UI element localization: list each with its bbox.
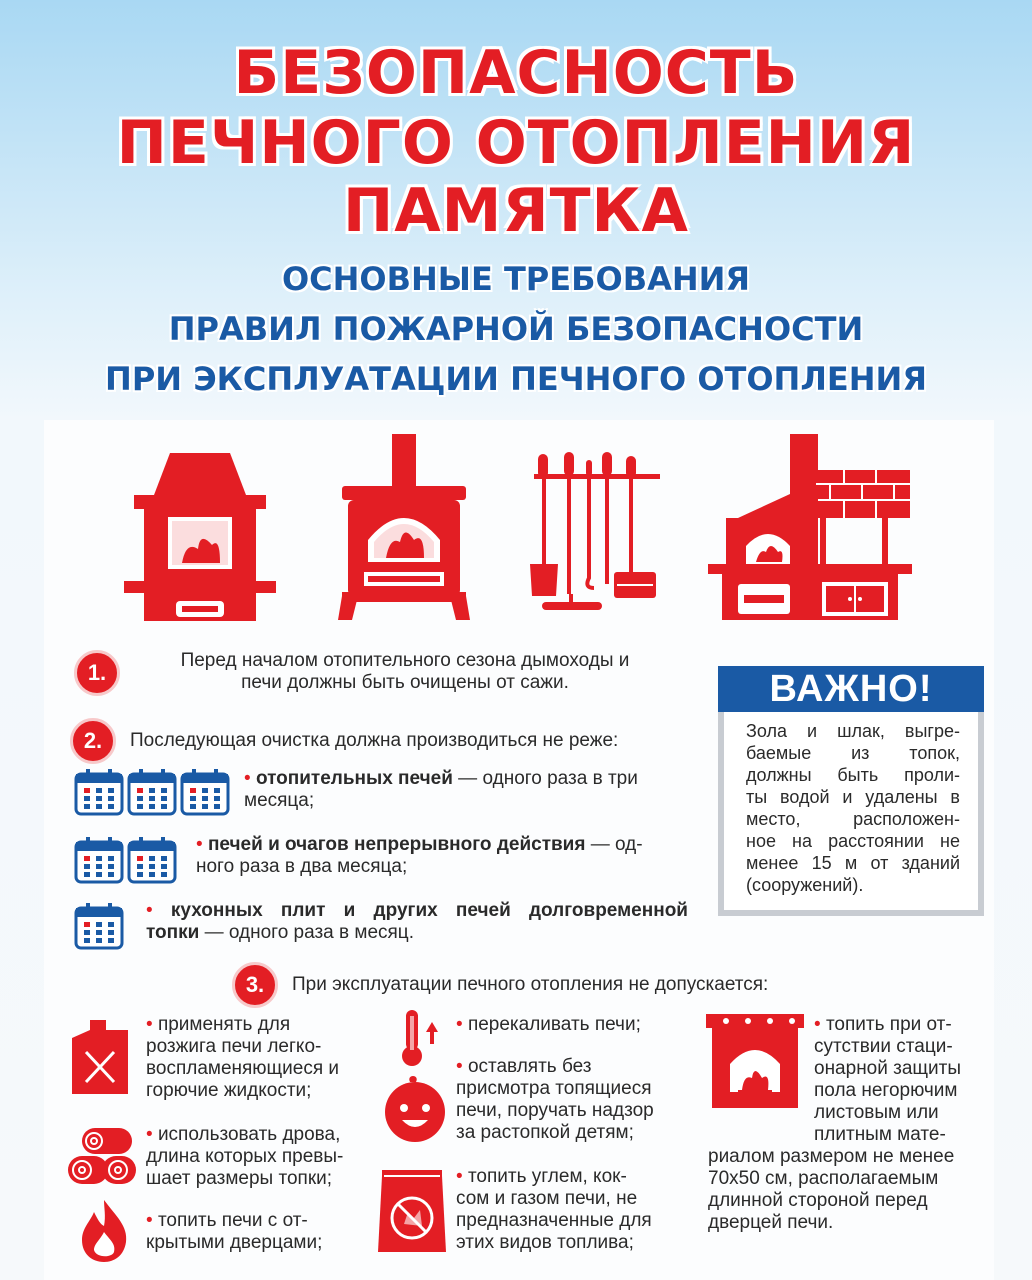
rule-2-item-1-rest: — одного раза в три	[452, 768, 638, 789]
rule-2-item-1-line-2: месяца;	[244, 790, 315, 811]
important-line: Зола и шлак, выгре-	[746, 721, 960, 741]
rule-3-item-d	[456, 1014, 696, 1036]
fireplace-tools-icon	[522, 448, 672, 624]
subtitle-line-3: ПРИ ЭКСПЛУАТАЦИИ ПЕЧНОГО ОТОПЛЕНИЯ	[105, 360, 927, 398]
bullet: •	[456, 1166, 463, 1187]
firewood-icon	[64, 1124, 140, 1190]
important-line: должны быть проли-	[746, 765, 960, 785]
bullet: •	[456, 1014, 463, 1035]
rule-3-item-e-line: оставлять без	[467, 1056, 592, 1077]
thermometer-icon	[398, 1008, 444, 1068]
rule-2-item-1	[244, 768, 694, 812]
rule-3-item-e-line: за растопкой детям;	[456, 1122, 634, 1143]
bullet: •	[146, 900, 153, 921]
rule-2-item-3-line-1: кухонных плит и других печей долговременной	[170, 900, 688, 921]
rule-2-item-3-bold: топки	[146, 922, 200, 943]
rule-1-line-2: печи должны быть очищены от сажи.	[241, 672, 569, 693]
rule-3-item-b-line: длина которых превы-	[146, 1146, 344, 1167]
rule-2-item-3	[146, 900, 688, 944]
rule-3-item-f-line: топить углем, кок-	[467, 1166, 627, 1187]
bullet: •	[456, 1056, 463, 1077]
rule-3-item-c-line: крытыми дверцами;	[146, 1232, 323, 1253]
rule-1-text	[120, 650, 690, 694]
subtitle-line-2: ПРАВИЛ ПОЖАРНОЙ БЕЗОПАСНОСТИ	[168, 310, 864, 348]
jerrycan-icon	[66, 1018, 136, 1098]
calendar-icon-group-3	[74, 768, 234, 818]
rule-3-item-e-line: присмотра топящиеся	[456, 1078, 652, 1099]
rule-3-item-c-line: топить печи с от-	[157, 1210, 308, 1231]
rule-1-line-1: Перед началом отопительного сезона дымоходы и	[180, 650, 630, 671]
bullet: •	[196, 834, 203, 855]
rule-3-item-a-line: воспламеняющиеся и	[146, 1058, 340, 1079]
bullet: •	[244, 768, 251, 789]
rule-3-item-f-line: этих видов топлива;	[456, 1232, 634, 1253]
rule-3-item-g-line: пола негорючим	[814, 1080, 958, 1101]
calendar-icon-group-2	[74, 836, 184, 886]
important-line: ты водой и удалены в	[746, 787, 960, 807]
rule-2-item-2-rest: — од-	[585, 834, 643, 855]
rule-3-item-g-line: 70х50 см, располагаемым	[708, 1168, 939, 1189]
rule-3-item-g-line: плитным мате-	[814, 1124, 946, 1145]
rule-2-item-2-bold: печей и очагов непрерывного действия	[207, 834, 586, 855]
rule-3-item-g	[706, 1014, 974, 1234]
rule-3-item-b-line: использовать дрова,	[157, 1124, 341, 1145]
subtitle-line-1: ОСНОВНЫЕ ТРЕБОВАНИЯ	[281, 260, 751, 298]
child-face-icon	[380, 1074, 450, 1146]
rule-3-item-g-line: сутствии стаци-	[814, 1036, 953, 1057]
bullet: •	[814, 1014, 821, 1035]
rule-3-item-c	[146, 1210, 366, 1254]
rule-3-item-e	[456, 1056, 696, 1144]
bullet: •	[146, 1014, 153, 1035]
rule-1-number: 1.	[74, 650, 120, 696]
rule-3-item-g-line: риалом размером не менее	[708, 1146, 955, 1167]
important-line: (сооружений).	[746, 875, 864, 895]
rule-3-item-a-line: применять для	[157, 1014, 291, 1035]
rule-3-item-b	[146, 1124, 366, 1190]
page-title-line-3: ПАМЯТКА	[343, 176, 689, 246]
rule-3-item-g-line: листовым или	[814, 1102, 939, 1123]
important-line: баемые из топок,	[746, 743, 960, 763]
rule-3-item-d-line: перекаливать печи;	[467, 1014, 641, 1035]
important-line: место, расположен-	[746, 809, 960, 829]
rule-2-item-2	[196, 834, 690, 878]
rule-3-item-f	[456, 1166, 696, 1254]
rule-3-item-f-line: сом и газом печи, не	[456, 1188, 638, 1209]
coal-bag-icon	[374, 1166, 450, 1256]
rule-3-number: 3.	[232, 962, 278, 1008]
rule-3-item-g-line: топить при от-	[825, 1014, 952, 1035]
rule-2-item-2-line-2: ного раза в два месяца;	[196, 856, 408, 877]
rule-2-text: Последующая очистка должна производиться не реже:	[130, 730, 619, 751]
rule-2-item-3-rest: — одного раза в месяц.	[199, 922, 414, 943]
calendar-icon	[74, 902, 130, 952]
rule-3-item-g-line: онарной защиты	[814, 1058, 962, 1079]
bullet: •	[146, 1210, 153, 1231]
brick-oven-icon	[704, 432, 916, 622]
wood-stove-icon	[334, 432, 474, 622]
fireplace-icon	[120, 445, 280, 625]
rule-3-item-a	[146, 1014, 366, 1102]
rule-3-item-e-line: печи, поручать надзор	[456, 1100, 654, 1121]
flame-icon	[76, 1198, 132, 1264]
rule-3-text: При эксплуатации печного отопления не допускается:	[292, 974, 769, 995]
rule-3-item-b-line: шает размеры топки;	[146, 1168, 333, 1189]
page-title-line-2: ПЕЧНОГО ОТОПЛЕНИЯ	[116, 108, 916, 178]
rule-2-number: 2.	[70, 718, 116, 764]
rule-3-item-g-line: дверцей печи.	[708, 1212, 834, 1233]
rule-3-item-a-line: розжига печи легко-	[146, 1036, 322, 1057]
important-line: ное на расстоянии не	[746, 831, 960, 851]
rule-3-item-g-line: длинной стороной перед	[708, 1190, 928, 1211]
rule-2-item-1-bold: отопительных печей	[255, 768, 453, 789]
important-line: менее 15 м от зданий	[746, 853, 960, 873]
rule-3-item-a-line: горючие жидкости;	[146, 1080, 312, 1101]
bullet: •	[146, 1124, 153, 1145]
page-title-line-1: БЕЗОПАСНОСТЬ	[233, 38, 799, 108]
important-header: ВАЖНО!	[718, 666, 984, 712]
rule-3-item-f-line: предназначенные для	[456, 1210, 652, 1231]
important-text	[746, 720, 960, 896]
